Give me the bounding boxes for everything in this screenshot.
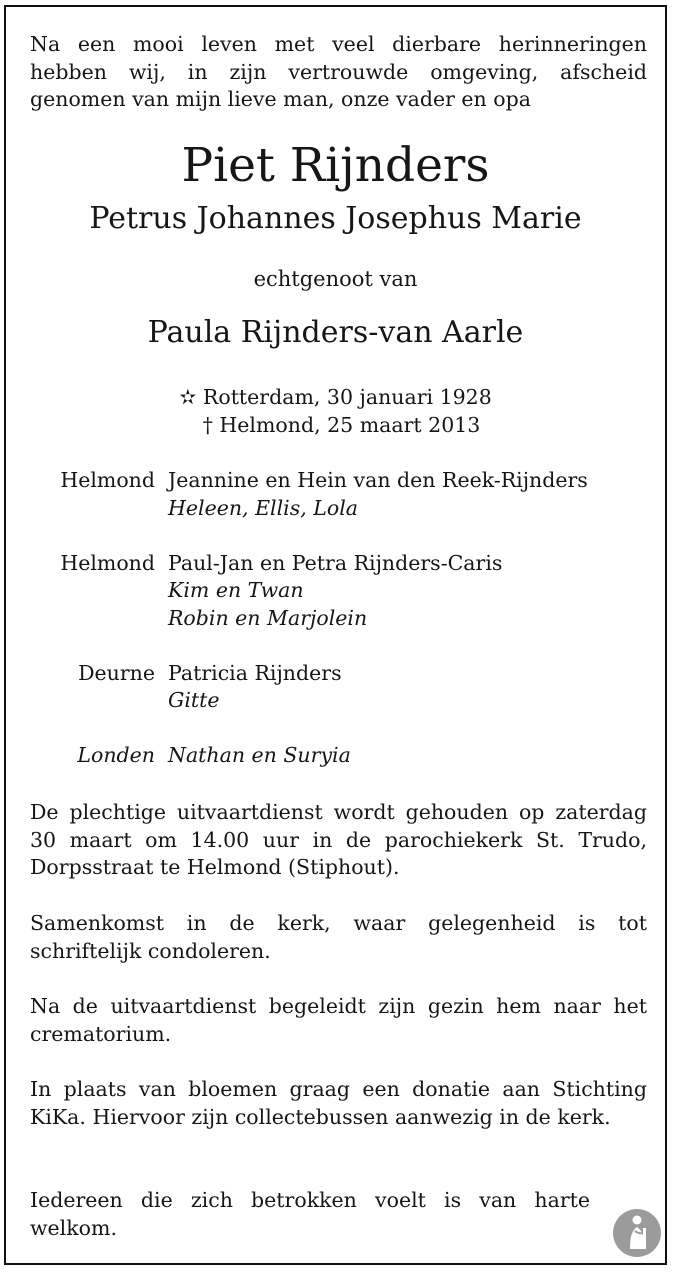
intro-text: Na een mooi leven met veel dierbare herinneringen hebben wij, in zijn vertrouwde omgeving, afscheid genomen van mijn lieve man, onze vader en opa	[30, 32, 647, 111]
grandchildren: Gitte	[168, 688, 220, 712]
family-group	[6, 660, 665, 715]
grandchildren: Robin en Marjolein	[168, 605, 368, 630]
gathering-text: Samenkomst in de kerk, waar gelegenheid is tot schriftelijk condoleren.	[30, 911, 647, 963]
family-names: Patricia Rijnders	[168, 660, 342, 685]
family-place: Londen	[77, 743, 155, 767]
family-list	[6, 467, 665, 797]
family-names: Nathan en Suryia	[168, 743, 351, 767]
spouse-label: echtgenoot van	[253, 267, 418, 291]
family-place: Helmond	[60, 550, 155, 575]
family-names: Paul-Jan en Petra Rijnders-Caris	[168, 550, 503, 575]
birth-date: ✫ Rotterdam, 30 januari 1928	[179, 385, 492, 409]
crematorium-text: Na de uitvaartdienst begeleidt zijn gezin hem naar het crematorium.	[30, 994, 647, 1046]
service-text: De plechtige uitvaartdienst wordt gehouden op zaterdag 30 maart om 14.00 uur in de parochiekerk St. Trudo, Dorpsstraat te Helmond (Stiphout).	[30, 800, 647, 879]
grandchildren: Heleen, Ellis, Lola	[168, 495, 358, 520]
donation-text: In plaats van bloemen graag een donatie aan Stichting KiKa. Hiervoor zijn collectebussen aanwezig in de kerk.	[30, 1077, 647, 1129]
family-place: Deurne	[78, 660, 155, 685]
deceased-name: Piet Rijnders	[181, 138, 490, 193]
memorial-figure-icon	[613, 1209, 661, 1257]
grandchildren: Kim en Twan	[168, 578, 304, 602]
welcome-text: Iedereen die zich betrokken voelt is van harte welkom.	[30, 1188, 590, 1240]
family-group	[6, 742, 665, 770]
family-place: Helmond	[60, 468, 155, 492]
family-names: Jeannine en Hein van den Reek-Rijnders	[168, 468, 588, 492]
obituary-card	[4, 5, 667, 1265]
family-group	[6, 467, 665, 522]
family-group	[6, 550, 665, 633]
deceased-full-name: Petrus Johannes Josephus Marie	[89, 201, 582, 236]
life-dates	[6, 383, 665, 439]
spouse-name: Paula Rijnders-van Aarle	[147, 315, 524, 350]
death-date: † Helmond, 25 maart 2013	[202, 413, 481, 437]
